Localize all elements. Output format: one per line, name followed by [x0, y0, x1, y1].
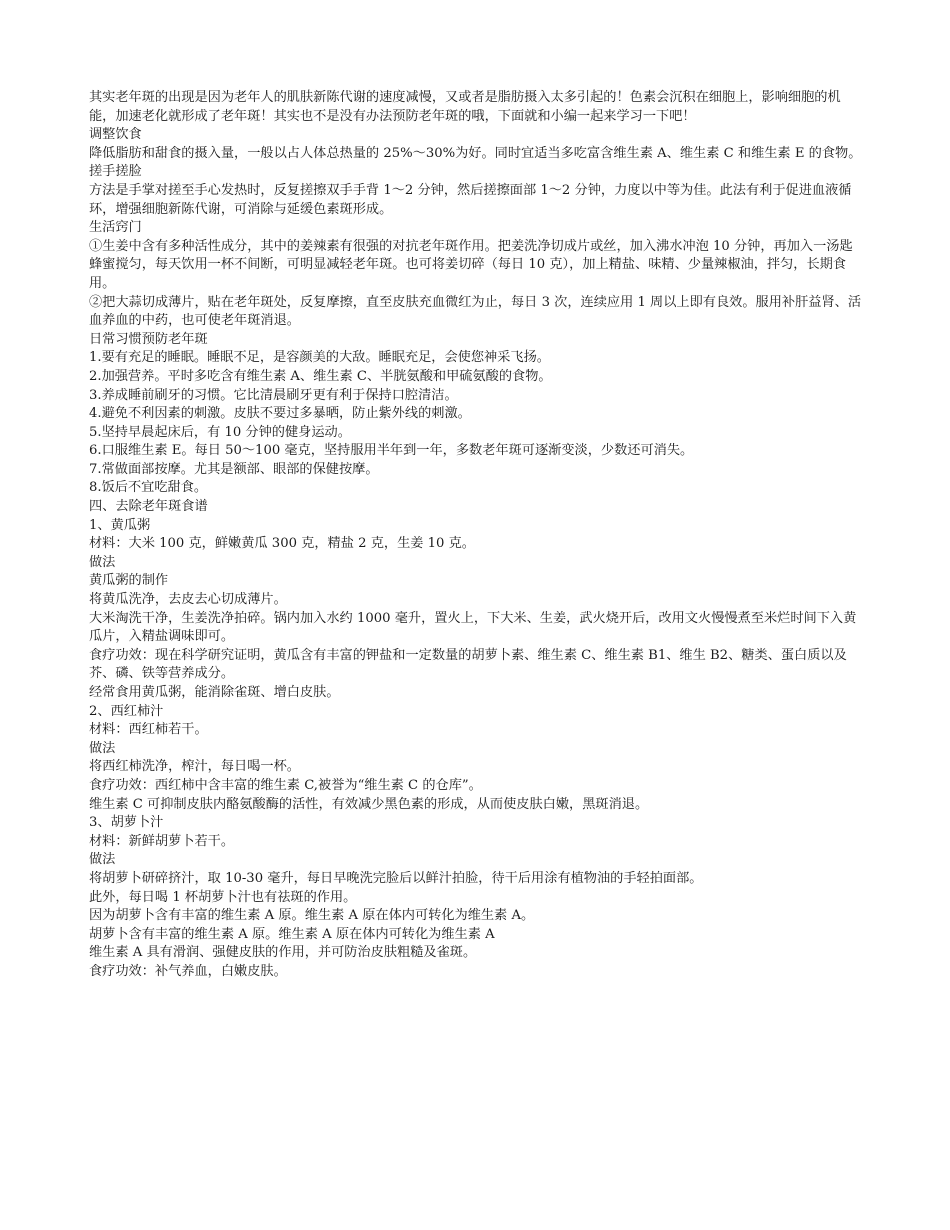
heading-rub: 搓手搓脸: [89, 164, 142, 180]
recipe-note: 维生素 C 可抑制皮肤内酪氨酸酶的活性，有效减少黑色素的形成，从而使皮肤白嫩，黑斑消退。: [89, 796, 649, 812]
heading-tips: 生活窍门: [89, 220, 142, 236]
habit-item: 7.常做面部按摩。尤其是额部、眼部的保健按摩。: [89, 461, 379, 477]
recipe-step: 将西红柿洗净，榨汁，每日喝一杯。: [89, 759, 300, 775]
tip-garlic: ②把大蒜切成薄片，贴在老年斑处，反复摩擦，直至皮肤充血微红为止，每日 3 次，连续应用 1 周以上即有良效。服用补肝益肾、活血养血的中药，也可使老年斑消退。: [89, 294, 862, 329]
habit-item: 3.养成睡前刷牙的习惯。它比清晨刷牙更有利于保持口腔清洁。: [89, 387, 458, 403]
document-body: [89, 89, 864, 982]
recipe-subtitle: 黄瓜粥的制作: [89, 573, 169, 589]
habit-item: 8.饭后不宜吃甜食。: [89, 480, 208, 496]
rub-paragraph: 方法是手掌对搓至手心发热时，反复搓擦双手手背 1～2 分钟，然后搓擦面部 1～2 分钟，力度以中等为佳。此法有利于促进血液循环，增强细胞新陈代谢，可消除与延缓色素斑形成。: [89, 182, 852, 217]
recipe-note: 胡萝卜含有丰富的维生素 A 原。维生素 A 原在体内可转化为维生素 A: [89, 926, 495, 942]
habit-item: 2.加强营养。平时多吃含有维生素 A、维生素 C、半胱氨酸和甲硫氨酸的食物。: [89, 368, 552, 384]
habit-item: 1.要有充足的睡眠。睡眠不足，是容颜美的大敌。睡眠充足，会使您神采飞扬。: [89, 350, 550, 366]
recipe-note: 经常食用黄瓜粥，能消除雀斑、增白皮肤。: [89, 685, 340, 700]
recipe-step: 大米淘洗干净，生姜洗净拍碎。锅内加入水约 1000 毫升，置火上，下大米、生姜，武火烧开后，改用文火慢慢煮至米烂时间下入黄瓜片，入精盐调味即可。: [89, 610, 857, 645]
recipe-step: 将胡萝卜研碎挤汁，取 10-30 毫升，每日早晚洗完脸后以鲜汁拍脸，待干后用涂有植物油的手轻拍面部。: [89, 870, 703, 886]
heading-habits: 日常习惯预防老年斑: [89, 331, 208, 347]
recipe-benefit: 食疗功效：现在科学研究证明，黄瓜含有丰富的钾盐和一定数量的胡萝卜素、维生素 C、维生素 B1、维生 B2、糖类、蛋白质以及芥、磷、铁等营养成分。: [89, 647, 847, 682]
intro-paragraph: 其实老年斑的出现是因为老年人的肌肤新陈代谢的速度减慢，又或者是脂肪摄入太多引起的！色素会沉积在细胞上，影响细胞的机能，加速老化就形成了老年斑！其实也不是没有办法预防老年斑的哦，下面就和小编一起来学习一下吧！: [89, 90, 841, 124]
recipe-ingredients: 材料：大米 100 克，鲜嫩黄瓜 300 克，精盐 2 克，生姜 10 克。: [89, 536, 475, 552]
recipe-method-label: 做法: [89, 740, 116, 756]
recipe-title-carrot: 3、胡萝卜汁: [89, 815, 164, 831]
heading-diet: 调整饮食: [89, 127, 142, 143]
recipe-title-cucumber: 1、黄瓜粥: [89, 517, 151, 533]
recipe-method-label: 做法: [89, 554, 116, 570]
recipe-benefit: 食疗功效：补气养血，白嫩皮肤。: [89, 963, 287, 979]
recipe-title-tomato: 2、西红柿汁: [89, 703, 164, 719]
recipe-note: 维生素 A 具有滑润、强健皮肤的作用，并可防治皮肤粗糙及雀斑。: [89, 945, 477, 961]
recipe-benefit: 食疗功效：西红柿中含丰富的维生素 C,被誉为“维生素 C 的仓库”。: [89, 777, 482, 793]
tip-ginger: ①生姜中含有多种活性成分，其中的姜辣素有很强的对抗老年斑作用。把姜洗净切成片或丝，加入沸水冲泡 10 分钟，再加入一汤匙蜂蜜搅匀，每天饮用一杯不间断，可明显减轻老年斑。也可将姜切碎（每日 10 克），加上精盐、味精、少量辣椒油，拌匀，长期食用。: [89, 238, 853, 291]
diet-paragraph: 降低脂肪和甜食的摄入量，一般以占人体总热量的 25%～30%为好。同时宜适当多吃富含维生素 A、维生素 C 和维生素 E 的食物。: [89, 145, 862, 161]
recipe-method-label: 做法: [89, 852, 116, 868]
recipe-note: 因为胡萝卜含有丰富的维生素 A 原。维生素 A 原在体内可转化为维生素 A。: [89, 908, 535, 924]
habit-item: 5.坚持早晨起床后，有 10 分钟的健身运动。: [89, 424, 351, 440]
recipe-note: 此外，每日喝 1 杯胡萝卜汁也有祛斑的作用。: [89, 889, 357, 905]
heading-recipes: 四、去除老年斑食谱: [89, 499, 208, 515]
recipe-ingredients: 材料：新鲜胡萝卜若干。: [89, 833, 235, 849]
recipe-step: 将黄瓜洗净，去皮去心切成薄片。: [89, 592, 287, 608]
recipe-ingredients: 材料：西红柿若干。: [89, 722, 208, 738]
habit-item: 6.口服维生素 E。每日 50～100 毫克，坚持服用半年到一年，多数老年斑可逐渐变淡，少数还可消失。: [89, 443, 694, 459]
habit-item: 4.避免不利因素的刺激。皮肤不要过多暴晒，防止紫外线的刺激。: [89, 406, 471, 422]
